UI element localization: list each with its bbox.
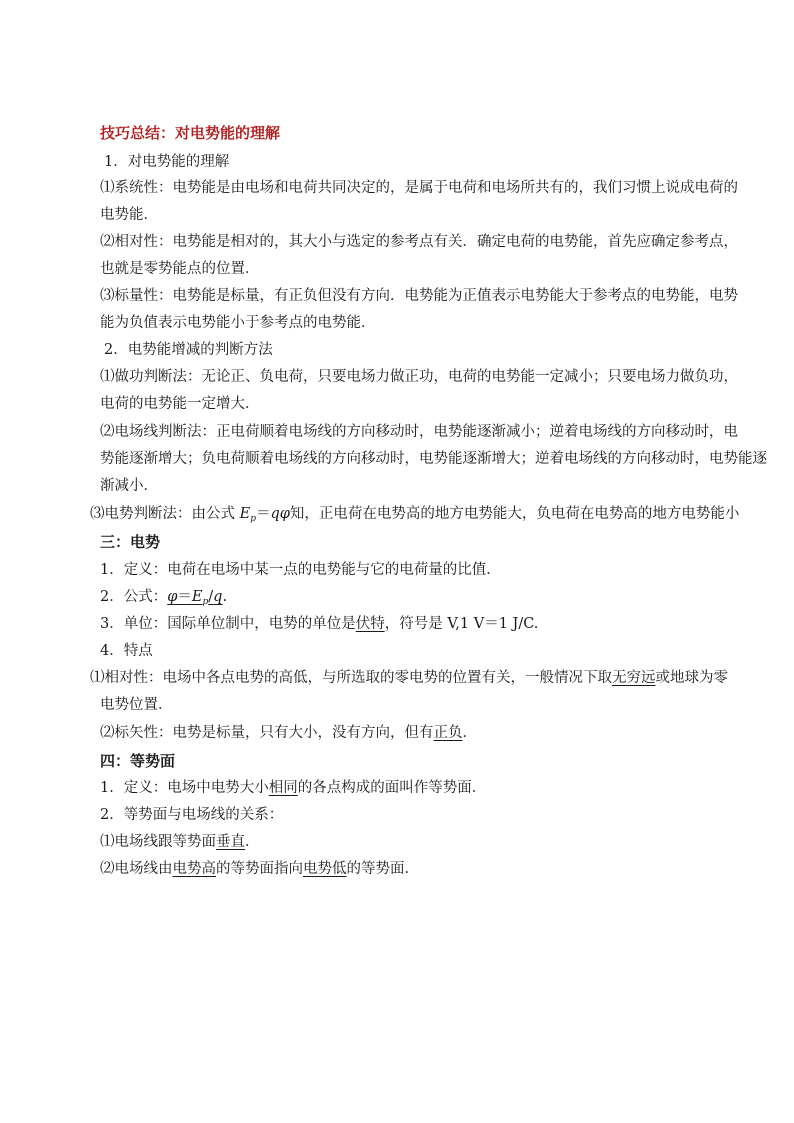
formula-end: . <box>222 589 228 605</box>
formula-equals: ＝ <box>255 506 271 522</box>
paragraph-work-method-cont: 电荷的电势能一定增大． <box>100 396 260 412</box>
potential-definition: 1．定义：电荷在电场中某一点的电势能与它的电荷量的比值． <box>100 562 501 578</box>
feature-sign: 正负 <box>433 725 463 741</box>
section-title: 技巧总结：对电势能的理解 <box>100 124 281 142</box>
relation-direction <box>100 860 740 878</box>
formula-e: E <box>239 506 251 522</box>
formula-q-phi: qφ <box>270 506 290 522</box>
potential-unit <box>100 615 740 633</box>
rel-2-suffix: 的等势面． <box>346 861 419 877</box>
paragraph-relativity-cont: 也就是零势能点的位置． <box>100 261 260 277</box>
paragraph-scalar-cont: 能为负值表示电势能小于参考点的电势能． <box>100 315 376 331</box>
paragraph-fieldline-method-cont: 势能逐渐增大；负电荷顺着电场线的方向移动时，电势能逐渐增大；逆着电场线的方向移动时，电势能逐 <box>100 451 767 467</box>
potential-formula <box>100 588 740 611</box>
rel-2-low: 电势低 <box>303 861 347 877</box>
eq-def-suffix: 的各点构成的面叫作等势面． <box>297 780 487 796</box>
paragraph-potential-method <box>90 505 740 528</box>
potential-method-prefix: ⑶电势判断法：由公式 <box>90 506 240 522</box>
formula-eq: ＝ <box>177 589 192 605</box>
potential-method-suffix: 知，正电荷在电势高的地方电势能大，负电荷在电势高的地方电势能小 <box>289 506 740 522</box>
paragraph-systematic: ⑴系统性：电势能是由电场和电荷共同决定的，是属于电荷和电场所共有的，我们习惯上说成电荷的 <box>100 180 738 196</box>
feature-infinity: 无穷远 <box>612 670 656 686</box>
rel-2-prefix: ⑵电场线由 <box>100 861 173 877</box>
rel-2-mid: 的等势面指向 <box>216 861 303 877</box>
equipotential-definition <box>100 779 740 797</box>
unit-suffix: ，符号是 V,1 V＝1 J/C. <box>384 616 539 632</box>
paragraph-fieldline-method: ⑵电场线判断法：正电荷顺着电场线的方向移动时，电势能逐渐减小；逆着电场线的方向移动时，电 <box>100 424 738 440</box>
paragraph-relativity: ⑵相对性：电势能是相对的，其大小与选定的参考点有关．确定电荷的电势能，首先应确定参考点， <box>100 234 738 250</box>
eq-def-prefix: 1．定义：电场中电势大小 <box>100 780 269 796</box>
subheading-1: 1．对电势能的理解 <box>104 154 230 170</box>
formula-phi: φ <box>167 589 178 605</box>
paragraph-fieldline-method-end: 渐减小． <box>100 478 158 494</box>
relation-perpendicular <box>100 833 740 851</box>
paragraph-work-method: ⑴做功判断法：无论正、负电荷，只要电场力做正功，电荷的电势能一定减小；只要电场力做负功， <box>100 369 738 385</box>
rel-1-suffix: ． <box>245 834 260 850</box>
subheading-2: 2．电势能增减的判断方法 <box>104 342 273 358</box>
feature-relativity <box>90 669 730 687</box>
paragraph-scalar: ⑶标量性：电势能是标量，有正负但没有方向．电势能为正值表示电势能大于参考点的电势能，电势 <box>100 288 738 304</box>
rel-1-perpendicular: 垂直 <box>216 834 245 850</box>
unit-volt: 伏特 <box>355 616 385 632</box>
feature-relativity-cont: 电势位置． <box>100 697 173 713</box>
feature-scalar-prefix: ⑵标矢性：电势是标量，只有大小，没有方向，但有 <box>100 725 434 741</box>
rel-2-high: 电势高 <box>172 861 216 877</box>
formula-label: 2．公式： <box>100 589 168 605</box>
formula-subscript-p: p <box>250 514 256 524</box>
feature-scalar <box>100 724 740 742</box>
equipotential-relation: 2．等势面与电场线的关系： <box>100 807 284 823</box>
feature-relativity-suffix: 或地球为零 <box>655 670 728 686</box>
eq-def-same: 相同 <box>268 780 298 796</box>
potential-features: 4．特点 <box>100 643 153 659</box>
formula-sub-p: p <box>202 597 209 607</box>
feature-scalar-suffix: ． <box>462 725 477 741</box>
paragraph-systematic-cont: 电势能． <box>100 207 158 223</box>
formula-e-p: E <box>191 589 203 605</box>
heading-potential: 三：电势 <box>100 533 161 551</box>
unit-prefix: 3．单位：国际单位制中，电势的单位是 <box>100 616 356 632</box>
formula-q: q <box>213 589 223 605</box>
feature-relativity-prefix: ⑴相对性：电场中各点电势的高低，与所选取的零电势的位置有关，一般情况下取 <box>90 670 612 686</box>
heading-equipotential: 四：等势面 <box>100 752 176 770</box>
formula-slash: / <box>208 589 214 605</box>
rel-1-prefix: ⑴电场线跟等势面 <box>100 834 216 850</box>
